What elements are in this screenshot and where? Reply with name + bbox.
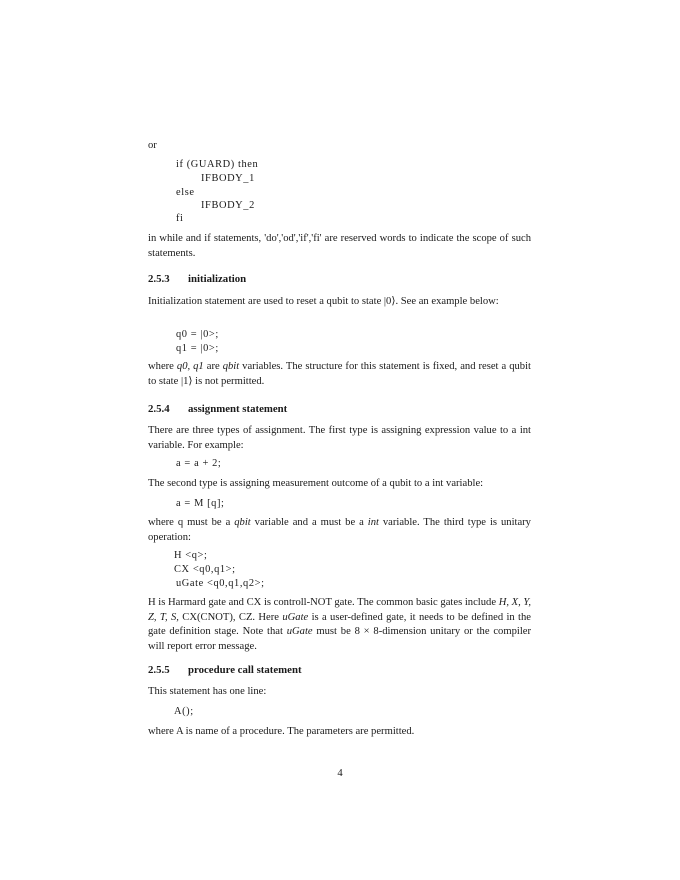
text-run: where: [148, 361, 177, 372]
page-number: 4: [337, 768, 343, 779]
if-body-2-line: IFBODY_2: [201, 200, 255, 211]
text-run: H is Harmard gate and CX is controll-NOT gate. The common basic gates include: [148, 597, 499, 608]
assignment-paragraph-2: The second type is assigning measurement outcome of a qubit to a int variable:: [148, 478, 484, 489]
section-number: 2.5.5: [148, 664, 170, 676]
unitary-code-line-3: uGate <q0,q1,q2>;: [176, 578, 265, 589]
text-run: are: [203, 361, 223, 372]
section-title: initialization: [188, 273, 247, 285]
text-run: CX(CNOT), CZ. Here: [178, 611, 283, 623]
assignment-paragraph-3: [148, 516, 531, 545]
procedure-note-paragraph: where A is name of a procedure. The parameters are permitted.: [148, 726, 415, 737]
assign-code-1: a = a + 2;: [176, 458, 222, 469]
text-run: variables. The structure for this statement is fixed, and reset a qubit to state |1⟩ is not permitted.: [148, 361, 531, 387]
or-text: or: [148, 140, 157, 151]
ugate-name: uGate: [282, 611, 309, 623]
ugate-name: uGate: [286, 626, 313, 638]
type-name: int: [367, 517, 379, 528]
initialization-paragraph: Initialization statement are used to reset a qubit to state |0⟩. See an example below:: [148, 296, 499, 307]
section-title: procedure call statement: [188, 664, 302, 676]
section-2-5-4-heading: [148, 403, 287, 415]
unitary-code-line-1: H <q>;: [174, 550, 208, 561]
text-run: is a user-defined gate, it needs to be defined in the gate definition stage. Note that: [148, 611, 531, 638]
initialization-note-paragraph: [148, 360, 531, 389]
procedure-paragraph: This statement has one line:: [148, 686, 267, 697]
text-run: must be 8 × 8-dimension unitary or the compiler will report error message.: [148, 626, 531, 652]
assign-code-2: a = M [q];: [176, 498, 225, 509]
type-name: qbit: [234, 517, 251, 528]
procedure-code: A();: [174, 706, 194, 717]
section-title: assignment statement: [188, 403, 288, 415]
assignment-paragraph-1: There are three types of assignment. The first type is assigning expression value to a int variable. For example:: [148, 425, 531, 451]
if-body-1-line: IFBODY_1: [201, 173, 255, 184]
gate-list: H, X, Y, Z, T, S,: [148, 597, 531, 623]
if-guard-line: if (GUARD) then: [176, 159, 259, 170]
section-2-5-5-heading: [148, 664, 302, 676]
math-variables: q0, q1: [176, 361, 204, 372]
unitary-code-line-2: CX <q0,q1>;: [174, 564, 236, 575]
text-run: variable. The third type is unitary operation:: [148, 517, 531, 543]
reserved-words-paragraph: in while and if statements, 'do','od','if','fi' are reserved words to indicate the scope of such statements.: [148, 233, 531, 259]
section-number: 2.5.3: [148, 273, 170, 285]
init-code-line-1: q0 = |0>;: [176, 329, 219, 340]
else-line: else: [176, 187, 195, 198]
text-run: variable and a must be a: [250, 517, 368, 528]
gates-paragraph: [148, 596, 531, 654]
init-code-line-2: q1 = |0>;: [176, 343, 219, 354]
fi-line: fi: [176, 213, 184, 224]
section-2-5-3-heading: [148, 273, 246, 285]
type-name: qbit: [222, 361, 240, 372]
text-run: where q must be a: [148, 517, 235, 528]
section-number: 2.5.4: [148, 403, 170, 415]
